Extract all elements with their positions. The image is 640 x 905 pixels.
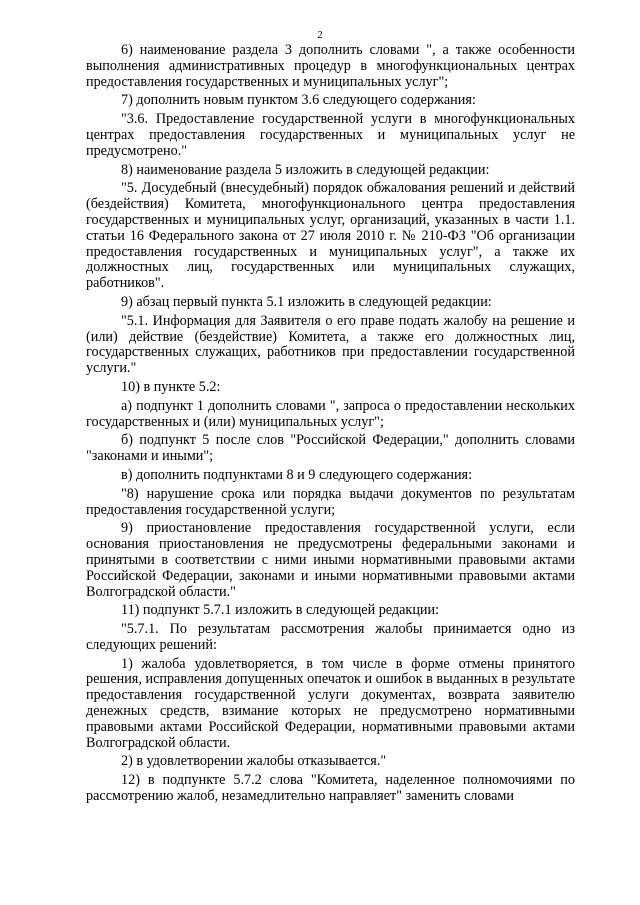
paragraph-section-5-title: "5. Досудебный (внесудебный) порядок обжалования решений и действий (бездействия) Комитета, многофункционального центра предоставления государственных и муниципальных услуг, организаций, указанных в части 1.1. статьи 16 Федерального закона от 27 июля 2010 г. № 210-ФЗ "Об организации предоставления государственных и муниципальных услуг", а также их должностных лиц, государственных или муниципальных служащих, работников". — [86, 180, 575, 292]
paragraph-clause-5-1: "5.1. Информация для Заявителя о его праве подать жалобу на решение и (или) действие (бездействие) Комитета, а также его должностных лиц, государственных служащих, работников при предоставлении государственной услуги." — [86, 312, 575, 377]
paragraph-subpoint-8: "8) нарушение срока или порядка выдачи документов по результатам предоставления государственной услуги; — [86, 485, 575, 518]
paragraph-item-11: 11) подпункт 5.7.1 изложить в следующей редакции: — [121, 602, 440, 619]
paragraph-subitem-a: а) подпункт 1 дополнить словами ", запроса о предоставлении нескольких государственных и (или) муниципальных услуг"; — [86, 397, 575, 430]
paragraph-item-8: 8) наименование раздела 5 изложить в следующей редакции: — [121, 161, 490, 178]
paragraph-decision-1: 1) жалоба удовлетворяется, в том числе в форме отмены принятого решения, исправления допущенных опечаток и ошибок в выданных в результате предоставления государственной услуги документах, возврата заявителю денежных средств, взимание которых не предусмотрено нормативными правовыми актами Российской Федерации, нормативными правовыми актами Волгоградской области. — [86, 655, 575, 751]
document-body — [86, 43, 575, 808]
paragraph-decision-2: 2) в удовлетворении жалобы отказывается." — [121, 753, 387, 770]
paragraph-item-7: 7) дополнить новым пунктом 3.6 следующего содержания: — [121, 92, 476, 109]
page-number: 2 — [317, 29, 323, 41]
paragraph-subpoint-9: 9) приостановление предоставления государственной услуги, если основания приостановления не предусмотрены федеральными законами и принятыми в соответствии с ними иными нормативными правовыми актами Российской Федерации, законами и иными нормативными правовыми актами Волгоградской области." — [86, 520, 575, 600]
paragraph-item-12: 12) в подпункте 5.7.2 слова "Комитета, наделенное полномочиями по рассмотрению жалоб, незамедлительно направляет" заменить словами — [86, 772, 575, 805]
paragraph-item-9: 9) абзац первый пункта 5.1 изложить в следующей редакции: — [121, 293, 492, 310]
paragraph-item-6: 6) наименование раздела 3 дополнить словами ", а также особенности выполнения административных процедур в многофункциональных центрах предоставления государственных и муниципальных услуг"; — [86, 42, 575, 90]
paragraph-item-10: 10) в пункте 5.2: — [121, 378, 221, 395]
paragraph-clause-5-7-1: "5.7.1. По результатам рассмотрения жалобы принимается одно из следующих решений: — [86, 621, 575, 653]
paragraph-clause-3-6: "3.6. Предоставление государственной услуги в многофункциональных центрах предоставления государственных и муниципальных услуг не предусмотрено." — [86, 111, 575, 159]
paragraph-subitem-b: б) подпункт 5 после слов "Российской Федерации," дополнить словами "законами и иными"; — [86, 432, 575, 465]
paragraph-subitem-v: в) дополнить подпунктами 8 и 9 следующего содержания: — [121, 466, 473, 483]
